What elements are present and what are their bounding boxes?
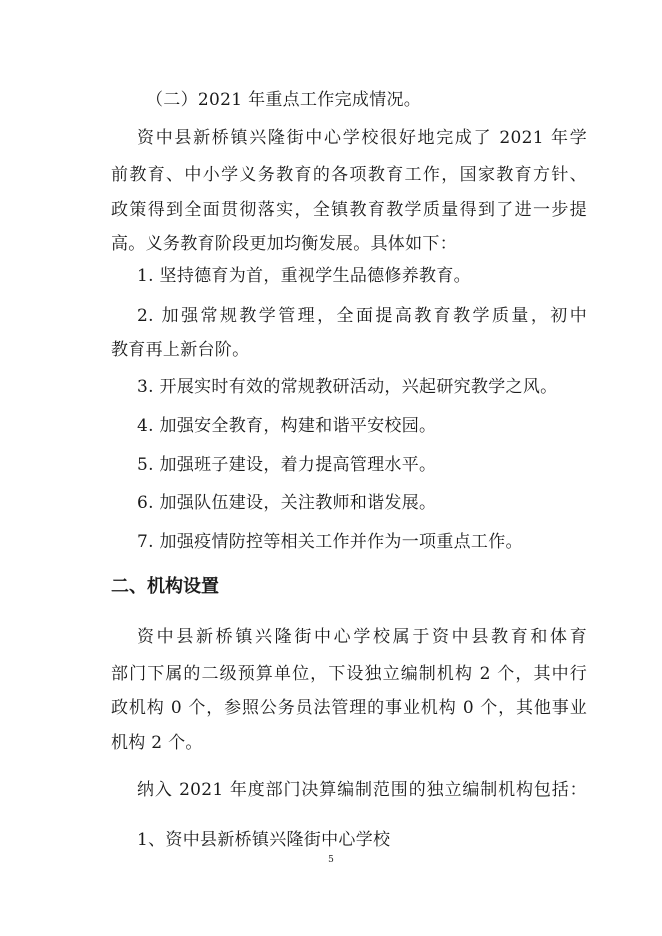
page-number: 5 [328,855,334,865]
work-item-4: 4. 加强安全教育，构建和谐平安校园。 [137,416,437,436]
summary-line-1: 资中县新桥镇兴隆街中心学校很好地完成了 2021 年学 [137,128,587,148]
org-line-4: 机构 2 个。 [111,733,203,753]
summary-line-2: 前教育、中小学义务教育的各项教育工作，国家教育方针、 [111,165,587,185]
section-subheading: （二）2021 年重点工作完成情况。 [146,90,422,110]
work-item-3: 3. 开展实时有效的常规教研活动，兴起研究教学之风。 [137,377,558,397]
work-item-2-line-1: 2. 加强常规教学管理，全面提高教育教学质量，初中 [137,306,587,326]
work-item-7: 7. 加强疫情防控等相关工作并作为一项重点工作。 [137,532,523,552]
work-item-6: 6. 加强队伍建设，关注教师和谐发展。 [137,493,437,513]
summary-line-4: 高。义务教育阶段更加均衡发展。具体如下： [111,234,457,254]
scope-paragraph: 纳入 2021 年度部门决算编制范围的独立编制机构包括： [137,780,587,800]
section-heading: 二、机构设置 [111,576,219,597]
institution-list-item: 1、资中县新桥镇兴隆街中心学校 [137,830,391,850]
org-line-1: 资中县新桥镇兴隆街中心学校属于资中县教育和体育 [137,627,587,647]
summary-line-3: 政策得到全面贯彻落实，全镇教育教学质量得到了进一步提 [111,200,587,220]
work-item-1: 1. 坚持德育为首，重视学生品德修养教育。 [137,266,471,286]
org-line-2: 部门下属的二级预算单位，下设独立编制机构 2 个，其中行 [111,664,587,684]
org-line-3: 政机构 0 个，参照公务员法管理的事业机构 0 个，其他事业 [111,698,587,718]
work-item-2-line-2: 教育再上新台阶。 [111,340,250,360]
work-item-5: 5. 加强班子建设，着力提高管理水平。 [137,455,437,475]
